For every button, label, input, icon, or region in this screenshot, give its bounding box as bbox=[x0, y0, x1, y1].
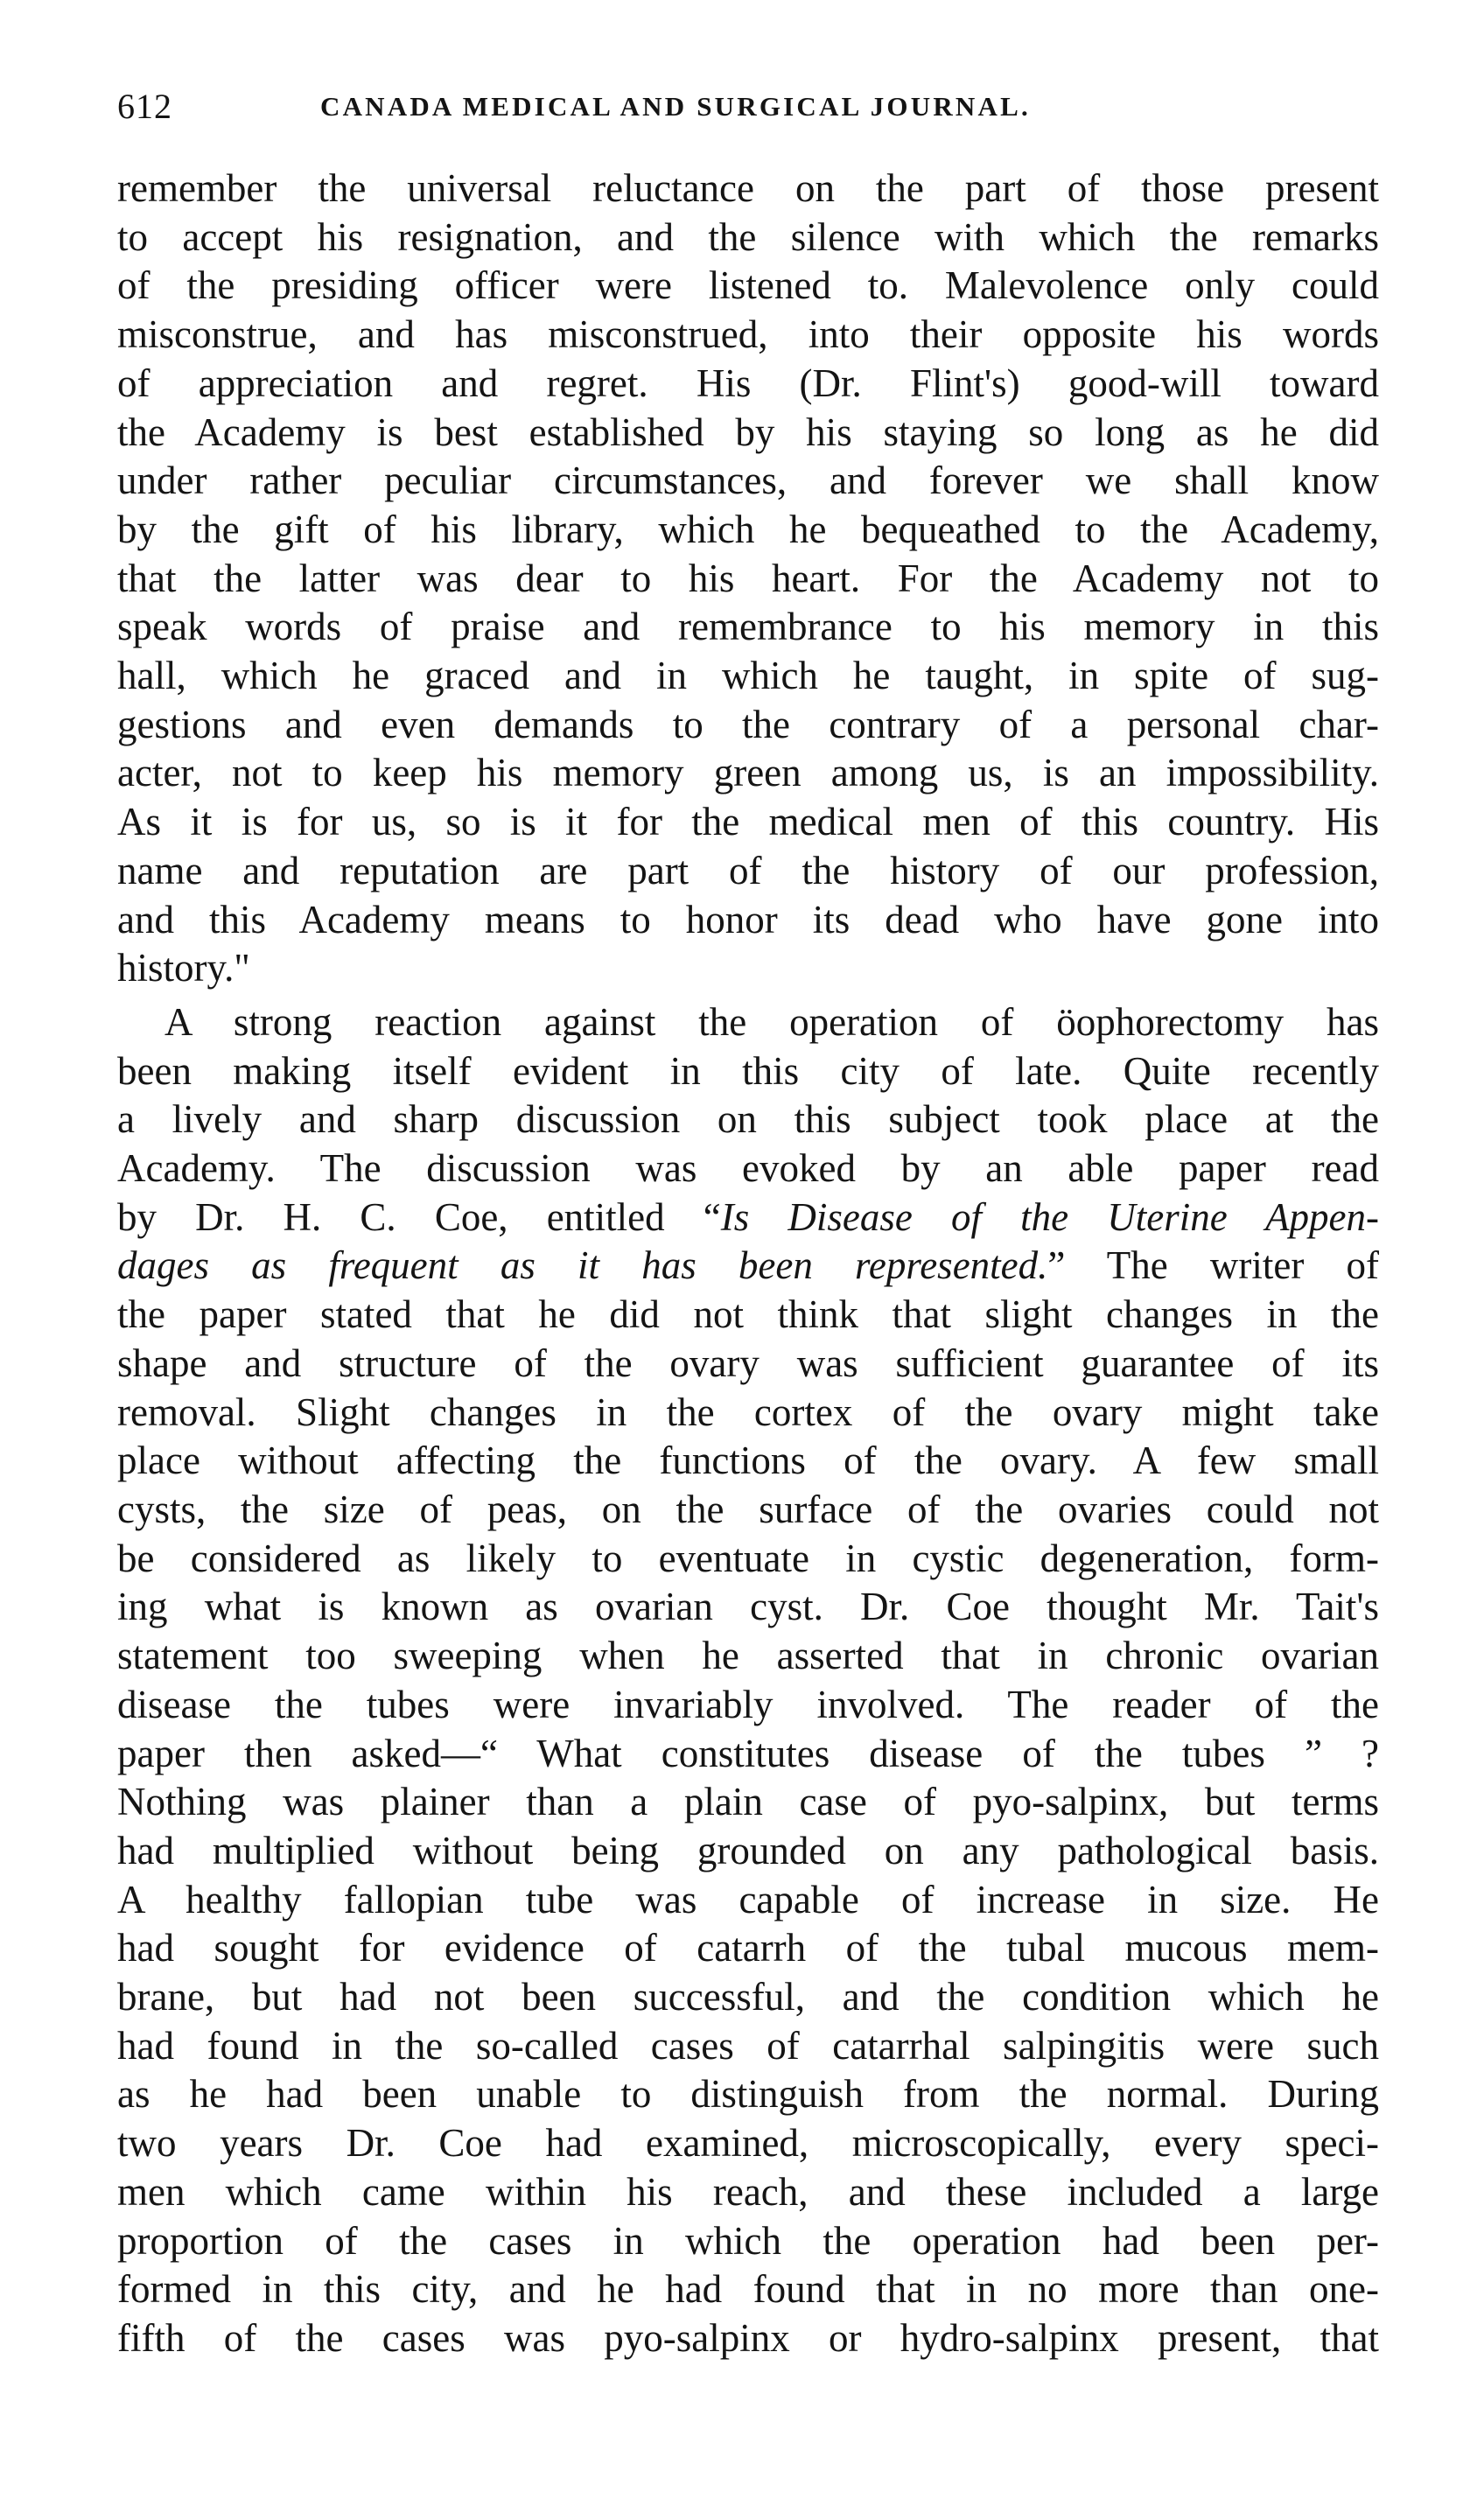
page-number: 612 bbox=[117, 87, 172, 126]
text-line-with-title bbox=[117, 1194, 1379, 1242]
text-line: place without affecting the functions of the ovary. A few small bbox=[117, 1438, 1379, 1483]
paragraph-oophorectomy-discussion bbox=[117, 998, 1379, 2363]
text-line: be considered as likely to eventuate in cystic degeneration, form- bbox=[117, 1536, 1379, 1580]
text-run: by Dr. H. C. Coe, entitled “ bbox=[117, 1194, 721, 1239]
article-body bbox=[117, 164, 1379, 2363]
text-line: disease the tubes were invariably involved. The reader of the bbox=[117, 1682, 1379, 1726]
text-line: hall, which he graced and in which he taught, in spite of sug- bbox=[117, 654, 1379, 698]
text-line: ing what is known as ovarian cyst. Dr. Coe thought Mr. Tait's bbox=[117, 1585, 1379, 1629]
text-line: as he had been unable to distinguish from the normal. During bbox=[117, 2072, 1379, 2117]
text-line: formed in this city, and he had found that in no more than one- bbox=[117, 2267, 1379, 2312]
text-line: under rather peculiar circumstances, and forever we shall know bbox=[117, 458, 1379, 503]
text-line: and this Academy means to honor its dead who have gone into bbox=[117, 897, 1379, 942]
text-line: brane, but had not been successful, and the condition which he bbox=[117, 1975, 1379, 2020]
text-line: the Academy is best established by his staying so long as he did bbox=[117, 410, 1379, 454]
text-line: misconstrue, and has misconstrued, into their opposite his words bbox=[117, 312, 1379, 357]
journal-page bbox=[117, 75, 1379, 2363]
text-line: removal. Slight changes in the cortex of the ovary might take bbox=[117, 1390, 1379, 1434]
text-line-with-title bbox=[117, 1242, 1379, 1291]
text-line: Academy. The discussion was evoked by an able paper read bbox=[117, 1146, 1379, 1191]
text-line: acter, not to keep his memory green among us, is an impossibility. bbox=[117, 751, 1379, 795]
text-line: men which came within his reach, and these included a large bbox=[117, 2169, 1379, 2214]
journal-title: CANADA MEDICAL AND SURGICAL JOURNAL. bbox=[320, 91, 1031, 122]
paper-title-continued: dages as frequent as it has been represented. bbox=[117, 1243, 1048, 1288]
text-line: cysts, the size of peas, on the surface of the ovaries could not bbox=[117, 1487, 1379, 1531]
text-line: had multiplied without being grounded on any pathological basis. bbox=[117, 1828, 1379, 1872]
text-run: ” The writer of bbox=[1047, 1243, 1379, 1288]
paragraph-flint-quote bbox=[117, 164, 1379, 993]
text-line: gestions and even demands to the contrary of a personal char- bbox=[117, 702, 1379, 746]
text-line: had found in the so-called cases of catarrhal salpingitis were such bbox=[117, 2023, 1379, 2068]
text-line: As it is for us, so is it for the medical men of this country. His bbox=[117, 800, 1379, 844]
text-line: paper then asked—“ What constitutes disease of the tubes ” ? bbox=[117, 1731, 1379, 1775]
text-line: statement too sweeping when he asserted that in chronic ovarian bbox=[117, 1634, 1379, 1678]
text-line: name and reputation are part of the history of our profession, bbox=[117, 848, 1379, 892]
paper-title: Is Disease of the Uterine Appen- bbox=[720, 1194, 1379, 1239]
text-line: speak words of praise and remembrance to his memory in this bbox=[117, 605, 1379, 649]
text-line: remember the universal reluctance on the part of those present bbox=[117, 166, 1379, 210]
text-line: two years Dr. Coe had examined, microscopically, every speci- bbox=[117, 2121, 1379, 2166]
text-line: of appreciation and regret. His (Dr. Flint's) good-will toward bbox=[117, 360, 1379, 405]
text-line: proportion of the cases in which the operation had been per- bbox=[117, 2218, 1379, 2263]
text-line: by the gift of his library, which he bequeathed to the Academy, bbox=[117, 507, 1379, 551]
text-line: A healthy fallopian tube was capable of increase in size. He bbox=[117, 1877, 1379, 1922]
text-line: A strong reaction against the operation of öophorectomy has bbox=[164, 999, 1379, 1044]
text-line: fifth of the cases was pyo-salpinx or hydro-salpinx present, that bbox=[117, 2315, 1379, 2360]
text-line: shape and structure of the ovary was sufficient guarantee of its bbox=[117, 1340, 1379, 1385]
text-line: had sought for evidence of catarrh of the tubal mucous mem- bbox=[117, 1926, 1379, 1970]
text-line: to accept his resignation, and the silence with which the remarks bbox=[117, 214, 1379, 259]
text-line: Nothing was plainer than a plain case of pyo-salpinx, but terms bbox=[117, 1780, 1379, 1824]
text-line: been making itself evident in this city of late. Quite recently bbox=[117, 1048, 1379, 1093]
text-line: a lively and sharp discussion on this subject took place at the bbox=[117, 1097, 1379, 1142]
running-head bbox=[117, 75, 1379, 138]
text-line: that the latter was dear to his heart. For the Academy not to bbox=[117, 556, 1379, 600]
text-line: the paper stated that he did not think that slight changes in the bbox=[117, 1292, 1379, 1337]
text-line: history." bbox=[117, 946, 250, 990]
text-line: of the presiding officer were listened to. Malevolence only could bbox=[117, 263, 1379, 308]
